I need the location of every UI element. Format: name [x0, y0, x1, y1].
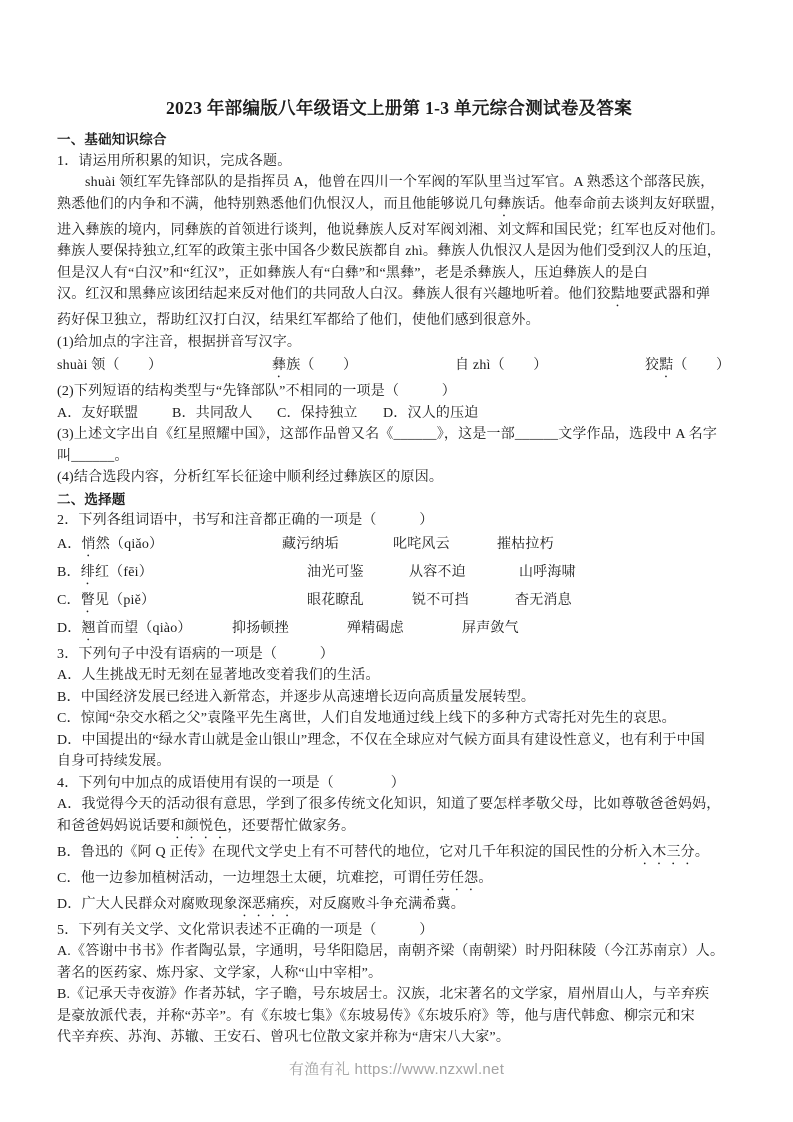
text-segment: 屏声敛气 — [462, 620, 519, 636]
text-segment: 一、基础知识综合 — [57, 132, 167, 147]
text-segment: ，对反腐败斗争充满希冀。 — [294, 896, 465, 912]
text-segment: D．广大人民群众对腐败现象 — [57, 896, 238, 912]
text-segment: 二、选择题 — [57, 491, 126, 507]
q5-stem — [57, 920, 741, 942]
emphasized-text: 瞥 — [80, 592, 95, 608]
text-segment: (4)结合选段内容，分析红军长征途中顺利经过彝族区的原因。 — [57, 470, 444, 485]
emphasized-text: 入木三分 — [638, 844, 695, 860]
q2-option-a — [57, 532, 741, 560]
text-segment: (2)下列短语的结构类型与“先锋部队”不相同的一项是（ ） — [57, 384, 456, 399]
q2-stem — [57, 510, 741, 532]
q1-sub4-stem — [57, 467, 741, 489]
column-item — [277, 403, 358, 425]
text-segment: 自 zhì（ ） — [455, 358, 548, 373]
text-segment: 狡 — [645, 358, 660, 373]
text-segment: 4．下列句中加点的成语使用有误的一项是（ ） — [57, 775, 405, 791]
text-segment: 汉。红汉和黑彝应该团结起来反对他们的共同敌人白汉。彝族人很有兴趣地听着。他们狡 — [57, 287, 611, 302]
q4-option-b — [57, 842, 741, 868]
passage-line-6 — [57, 284, 741, 310]
text-segment: 眼花瞭乱 — [307, 592, 364, 608]
text-segment: 彝族人要保持独立,红军的政策主张中国各少数民族都自 zhì。彝族人仇恨汉人是因为他们受到汉人的压迫， — [57, 244, 722, 259]
q3-option-c — [57, 708, 741, 730]
text-segment: 药好保卫独立，帮助红汉打白汉，结果红军都给了他们，使他们感到很意外。 — [57, 313, 540, 328]
document-body — [57, 96, 741, 1049]
text-segment: (3)上述文字出自《红星照耀中国》，这部作品曾又名《______》，这是一部______文学作品，选段中 A 名字 — [57, 427, 718, 442]
text-segment: 叱咤风云 — [393, 536, 450, 552]
emphasized-text: 黠 — [610, 287, 626, 302]
column-item — [383, 403, 479, 425]
column-item — [515, 590, 572, 612]
passage-line-2 — [57, 194, 741, 220]
text-segment: A．我觉得今天的活动很有意思，学到了很多传统文化知识，知道了要怎样孝敬父母，比如尊敬爸爸妈妈， — [57, 797, 721, 812]
column-item — [393, 534, 450, 556]
text-segment: 自身可持续发展。 — [57, 754, 171, 769]
text-segment: 著名的医药家、炼丹家、文学家，人称“山中宰相”。 — [57, 965, 383, 981]
passage-line-7 — [57, 310, 741, 332]
column-item — [57, 534, 163, 560]
text-segment: 3．下列句子中没有语病的一项是（ ） — [57, 646, 334, 662]
text-segment: C．惊闻“杂交水稻之父”袁隆平先生离世，人们自发地通过线上线下的多种方式寄托对先生的哀思。 — [57, 711, 676, 726]
text-segment: 首而望（qiào） — [95, 620, 192, 636]
text-segment: 红（fēi） — [94, 564, 153, 580]
q1-sub1-stem — [57, 332, 741, 354]
column-item — [307, 562, 364, 584]
column-item — [57, 355, 162, 377]
column-item — [57, 562, 153, 588]
text-segment: 油光可鉴 — [307, 564, 364, 580]
text-segment: 2．下列各组词语中，书写和注音都正确的一项是（ ） — [57, 513, 434, 528]
q1-sub1-blanks — [57, 353, 741, 381]
column-item — [412, 590, 469, 612]
passage-line-4 — [57, 241, 741, 263]
q5-option-b-line-3 — [57, 1027, 741, 1049]
q5-option-b-line-1 — [57, 984, 741, 1006]
page-title: 2023 年部编版八年级语文上册第 1-3 单元综合测试卷及答案 — [165, 98, 633, 118]
text-segment: （ ） — [673, 358, 731, 373]
text-segment: 5．下列有关文学、文化常识表述不正确的一项是（ ） — [57, 922, 434, 938]
emphasized-text: 彝 — [497, 196, 512, 212]
text-segment: 殚精碣虑 — [347, 620, 404, 636]
column-item — [409, 562, 466, 584]
q2-option-c — [57, 588, 741, 616]
q1-sub3-line-1 — [57, 424, 741, 446]
text-segment: D．汉人的压迫 — [383, 405, 479, 421]
emphasized-text: 翘 — [81, 620, 96, 636]
section-1-heading — [57, 129, 741, 151]
column-item — [57, 590, 155, 616]
q4-option-a-line-2 — [57, 816, 741, 842]
q4-stem — [57, 773, 741, 795]
column-item — [347, 618, 404, 640]
q1-sub2-stem — [57, 381, 741, 403]
text-segment: 但是汉人有“白汉”和“红汉”，正如彝族人有“白彝”和“黑彝”，老是杀彝族人，压迫彝族人的是白 — [57, 265, 648, 281]
q2-option-d — [57, 616, 741, 644]
text-segment: 。 — [694, 844, 710, 860]
column-item — [307, 590, 364, 612]
text-segment: 山呼海啸 — [519, 564, 576, 580]
column-item — [455, 355, 547, 377]
text-segment: 然（qiǎo） — [95, 536, 164, 552]
text-segment: 从容不迫 — [409, 564, 466, 580]
text-segment: C． — [57, 592, 81, 608]
text-segment: 族话。他奉命前去谈判友好联盟， — [511, 196, 725, 212]
text-segment: B.《记承天寺夜游》作者苏轼，字子瞻，号东坡居士。汉族，北宋著名的文学家，眉州眉山人，与辛弃疾 — [57, 987, 710, 1002]
q5-option-a-line-1 — [57, 941, 741, 963]
column-item — [232, 618, 289, 640]
text-segment: 摧枯拉朽 — [497, 536, 554, 552]
text-segment: 族（ ） — [286, 358, 358, 373]
text-segment: 杳无消息 — [515, 592, 572, 608]
text-segment: 1．请运用所积累的知识，完成各题。 — [57, 153, 292, 169]
emphasized-text: 和颜悦色 — [170, 818, 228, 834]
column-item — [462, 618, 519, 640]
text-segment: 抑扬顿挫 — [232, 620, 289, 636]
text-segment: 见（piě） — [94, 592, 156, 608]
q5-option-a-line-2 — [57, 963, 741, 985]
q5-option-b-line-2 — [57, 1006, 741, 1028]
text-segment: (1)给加点的字注音，根据拼音写汉字。 — [57, 334, 302, 350]
q1-sub3-line-2 — [57, 446, 741, 468]
text-segment: 熟悉他们的内争和不满，他特别熟悉他们仇恨汉人，而且他能够说几句 — [57, 196, 498, 212]
emphasized-text: 悄 — [81, 536, 96, 552]
q3-option-d-line-2 — [57, 751, 741, 773]
text-segment: A.《答谢中书书》作者陶弘景，字通明，号华阳隐居，南朝齐梁（南朝梁）时丹阳秣陵（今江苏南京）人。 — [57, 944, 725, 959]
q4-option-c — [57, 868, 741, 894]
text-segment: shuài 领（ ） — [57, 358, 163, 373]
emphasized-text: 黠 — [659, 358, 674, 373]
text-segment: ，还要帮忙做家务。 — [227, 818, 356, 834]
text-segment: 是豪放派代表，并称“苏辛”。有《东坡七集》《东坡易传》《东坡乐府》等，他与唐代韩愈、柳宗元和宋 — [57, 1008, 695, 1024]
passage-line-3 — [57, 220, 741, 242]
text-segment: 进入彝族的境内，同彝族的首领进行谈判，他说彝族人反对军阀刘湘、刘文辉和国民党；红军也反对他们。 — [57, 222, 725, 238]
passage-line-1 — [57, 172, 741, 194]
q3-option-a — [57, 665, 741, 687]
column-item — [172, 403, 253, 425]
text-segment: 和爸爸妈妈说话要 — [57, 818, 171, 834]
emphasized-text: 绯 — [80, 564, 95, 580]
q4-option-d — [57, 894, 741, 920]
text-segment: B． — [57, 564, 81, 580]
text-segment: A．人生挑战无时无刻在显著地改变着我们的生活。 — [57, 668, 380, 683]
text-segment: A． — [57, 536, 82, 552]
text-segment: 代辛弃疾、苏洵、苏辙、王安石、曾巩七位散文家并称为“唐宋八大家”。 — [57, 1030, 511, 1045]
column-item — [57, 618, 192, 644]
text-segment: D． — [57, 620, 82, 636]
column-item — [272, 355, 357, 381]
text-segment: B．中国经济发展已经进入新常态，并逐步从高速增长迈向高质量发展转型。 — [57, 689, 536, 705]
emphasized-text: 彝 — [272, 358, 287, 373]
text-segment: B．共同敌人 — [172, 405, 253, 421]
column-item — [57, 403, 138, 425]
text-segment: B．鲁迅的《阿 Q 正传》在现代文学史上有不可替代的地位，它对几千年积淀的国民性的分析 — [57, 844, 639, 860]
q1-stem — [57, 151, 741, 173]
text-segment: 锐不可挡 — [412, 592, 469, 608]
footer-watermark: 有渔有礼 https://www.nzxwl.net — [288, 1061, 505, 1078]
column-item — [645, 355, 730, 381]
q3-option-d-line-1 — [57, 730, 741, 752]
q4-option-a-line-1 — [57, 794, 741, 816]
emphasized-text: 深恶痛疾 — [237, 896, 295, 912]
text-segment: D．中国提出的“绿水青山就是金山银山”理念，不仅在全球应对气候方面具有建设性意义，也有利于中国 — [57, 732, 705, 748]
q2-option-b — [57, 560, 741, 588]
text-segment: 藏污纳垢 — [282, 536, 339, 552]
q1-sub2-options — [57, 403, 741, 425]
q3-stem — [57, 644, 741, 666]
q3-option-b — [57, 687, 741, 709]
column-item — [282, 534, 339, 556]
text-segment: shuài 领红军先锋部队的是指挥员 A，他曾在四川一个军阀的军队里当过军官。A 熟悉这个部落民族， — [85, 175, 715, 190]
text-segment: 。 — [478, 870, 493, 886]
section-2-heading — [57, 489, 741, 511]
passage-line-5 — [57, 263, 741, 285]
column-item — [519, 562, 576, 584]
text-segment: C．保持独立 — [277, 405, 358, 421]
emphasized-text: 任劳任怨 — [421, 870, 479, 886]
column-item — [497, 534, 554, 556]
text-segment: 叫______。 — [57, 448, 129, 464]
text-segment: C．他一边参加植树活动，一边埋怨土太硬，坑难挖，可谓 — [57, 870, 422, 886]
text-segment: 地要武器和弹 — [625, 287, 711, 302]
text-segment: A．友好联盟 — [57, 405, 139, 421]
